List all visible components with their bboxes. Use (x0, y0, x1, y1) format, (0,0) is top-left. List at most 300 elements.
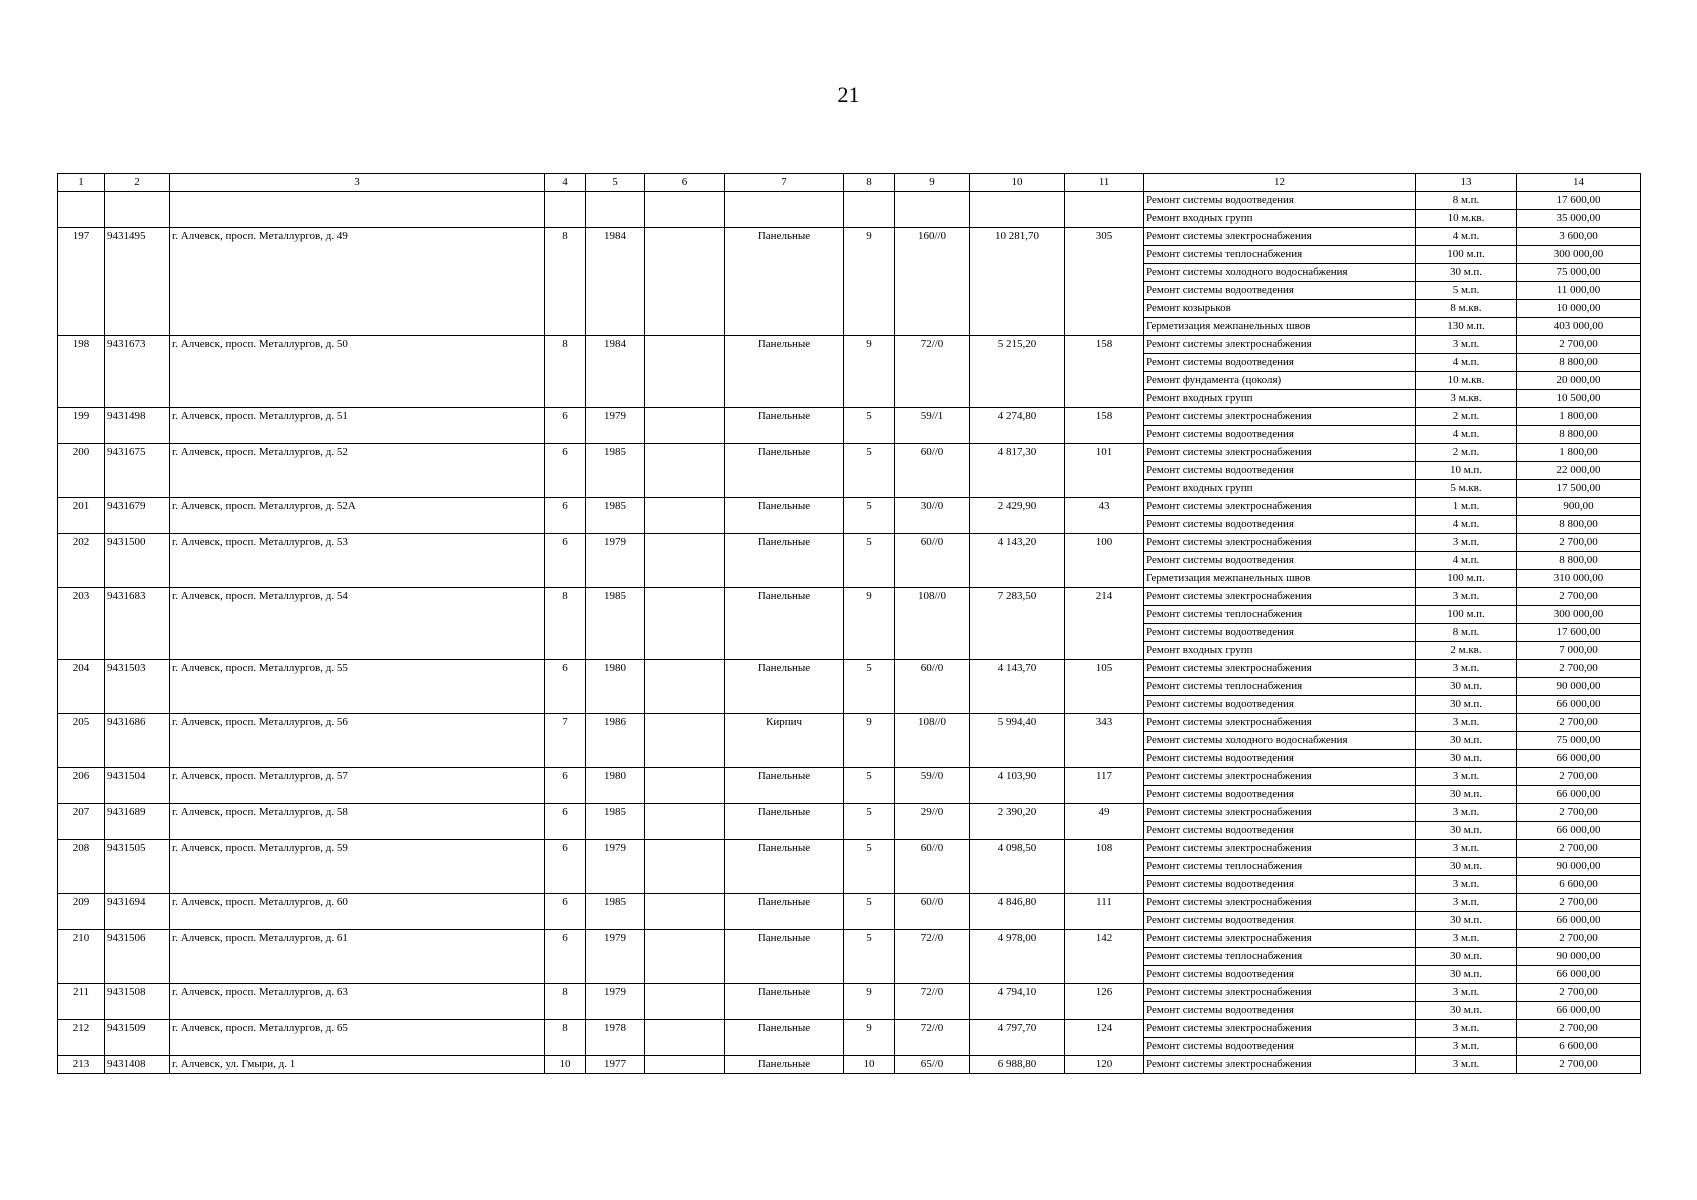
column-4-value: 8 (545, 336, 586, 408)
wall-material: Панельные (725, 804, 844, 840)
column-number-12: 12 (1144, 174, 1416, 192)
total-area: 4 846,80 (970, 894, 1065, 930)
work-volume: 2 м.кв. (1416, 642, 1517, 660)
row-number: 211 (58, 984, 105, 1020)
wall-material: Панельные (725, 1020, 844, 1056)
work-type: Ремонт системы водоотведения (1144, 750, 1416, 768)
floors-count: 5 (844, 498, 895, 534)
building-row (58, 660, 1641, 678)
work-volume: 30 м.п. (1416, 732, 1517, 750)
residents-count: 158 (1065, 408, 1144, 444)
apartments-count: 60//0 (895, 534, 970, 588)
apartments-count: 30//0 (895, 498, 970, 534)
apartments-count: 72//0 (895, 984, 970, 1020)
row-number: 202 (58, 534, 105, 588)
building-address: г. Алчевск, просп. Металлургов, д. 58 (170, 804, 545, 840)
column-4-value: 6 (545, 768, 586, 804)
build-year: 1979 (586, 408, 645, 444)
page-number: 21 (837, 82, 860, 107)
column-number-8: 8 (844, 174, 895, 192)
wall-material: Панельные (725, 930, 844, 984)
row-number: 207 (58, 804, 105, 840)
work-cost: 300 000,00 (1517, 246, 1641, 264)
total-area: 4 817,30 (970, 444, 1065, 498)
work-volume: 3 м.кв. (1416, 390, 1517, 408)
work-type: Ремонт системы водоотведения (1144, 462, 1416, 480)
work-cost: 403 000,00 (1517, 318, 1641, 336)
work-volume: 30 м.п. (1416, 912, 1517, 930)
column-4-value: 6 (545, 498, 586, 534)
work-type: Ремонт системы теплоснабжения (1144, 678, 1416, 696)
column-4-value: 6 (545, 660, 586, 714)
work-volume: 4 м.п. (1416, 354, 1517, 372)
work-cost: 310 000,00 (1517, 570, 1641, 588)
build-year: 1985 (586, 588, 645, 660)
building-row (58, 894, 1641, 912)
residents-count: 111 (1065, 894, 1144, 930)
work-volume: 3 м.п. (1416, 660, 1517, 678)
work-cost: 66 000,00 (1517, 822, 1641, 840)
residents-count: 43 (1065, 498, 1144, 534)
work-type: Ремонт системы электроснабжения (1144, 660, 1416, 678)
row-number: 205 (58, 714, 105, 768)
wall-material: Кирпич (725, 714, 844, 768)
work-type: Ремонт системы электроснабжения (1144, 930, 1416, 948)
empty-cell (645, 192, 725, 228)
wall-material: Панельные (725, 534, 844, 588)
work-type: Ремонт системы водоотведения (1144, 696, 1416, 714)
residents-count: 126 (1065, 984, 1144, 1020)
apartments-count: 108//0 (895, 588, 970, 660)
work-volume: 8 м.п. (1416, 624, 1517, 642)
build-year: 1986 (586, 714, 645, 768)
build-year: 1985 (586, 498, 645, 534)
building-code: 9431498 (105, 408, 170, 444)
column-6-value (645, 768, 725, 804)
work-cost: 2 700,00 (1517, 714, 1641, 732)
residents-count: 108 (1065, 840, 1144, 894)
work-cost: 8 800,00 (1517, 426, 1641, 444)
work-volume: 30 м.п. (1416, 678, 1517, 696)
work-type: Ремонт системы электроснабжения (1144, 768, 1416, 786)
column-4-value: 8 (545, 1020, 586, 1056)
work-cost: 6 600,00 (1517, 876, 1641, 894)
building-address: г. Алчевск, просп. Металлургов, д. 61 (170, 930, 545, 984)
residents-count: 124 (1065, 1020, 1144, 1056)
work-cost: 75 000,00 (1517, 264, 1641, 282)
total-area: 6 988,80 (970, 1056, 1065, 1074)
total-area: 5 994,40 (970, 714, 1065, 768)
row-number: 206 (58, 768, 105, 804)
column-number-header (58, 174, 1641, 192)
work-type: Герметизация межпанельных швов (1144, 318, 1416, 336)
work-volume: 100 м.п. (1416, 246, 1517, 264)
work-cost: 11 000,00 (1517, 282, 1641, 300)
work-volume: 3 м.п. (1416, 894, 1517, 912)
work-cost: 2 700,00 (1517, 660, 1641, 678)
column-4-value: 7 (545, 714, 586, 768)
column-6-value (645, 228, 725, 336)
building-code: 9431495 (105, 228, 170, 336)
column-4-value: 6 (545, 534, 586, 588)
building-code: 9431500 (105, 534, 170, 588)
work-type: Ремонт системы водоотведения (1144, 786, 1416, 804)
building-row (58, 714, 1641, 732)
wall-material: Панельные (725, 408, 844, 444)
work-type: Ремонт системы электроснабжения (1144, 1056, 1416, 1074)
wall-material: Панельные (725, 840, 844, 894)
building-code: 9431694 (105, 894, 170, 930)
work-type: Ремонт системы водоотведения (1144, 624, 1416, 642)
build-year: 1980 (586, 660, 645, 714)
building-address: г. Алчевск, просп. Металлургов, д. 52 (170, 444, 545, 498)
column-6-value (645, 714, 725, 768)
column-number-7: 7 (725, 174, 844, 192)
apartments-count: 60//0 (895, 660, 970, 714)
floors-count: 5 (844, 444, 895, 498)
work-volume: 30 м.п. (1416, 786, 1517, 804)
work-type: Ремонт системы электроснабжения (1144, 534, 1416, 552)
work-cost: 1 800,00 (1517, 408, 1641, 426)
work-cost: 2 700,00 (1517, 534, 1641, 552)
work-volume: 100 м.п. (1416, 570, 1517, 588)
building-code: 9431509 (105, 1020, 170, 1056)
work-type: Ремонт системы холодного водоснабжения (1144, 732, 1416, 750)
work-type: Ремонт системы электроснабжения (1144, 804, 1416, 822)
building-address: г. Алчевск, просп. Металлургов, д. 57 (170, 768, 545, 804)
work-volume: 10 м.кв. (1416, 372, 1517, 390)
floors-count: 9 (844, 714, 895, 768)
building-row (58, 930, 1641, 948)
column-6-value (645, 804, 725, 840)
residents-count: 214 (1065, 588, 1144, 660)
column-number-11: 11 (1065, 174, 1144, 192)
building-code: 9431689 (105, 804, 170, 840)
row-number: 210 (58, 930, 105, 984)
column-4-value: 10 (545, 1056, 586, 1074)
empty-cell (725, 192, 844, 228)
row-number: 198 (58, 336, 105, 408)
column-6-value (645, 1056, 725, 1074)
building-row (58, 804, 1641, 822)
work-cost: 2 700,00 (1517, 768, 1641, 786)
floors-count: 5 (844, 408, 895, 444)
empty-cell (105, 192, 170, 228)
empty-cell (545, 192, 586, 228)
column-4-value: 6 (545, 840, 586, 894)
work-type: Ремонт системы электроснабжения (1144, 714, 1416, 732)
empty-cell (586, 192, 645, 228)
work-volume: 5 м.кв. (1416, 480, 1517, 498)
build-year: 1979 (586, 930, 645, 984)
total-area: 4 274,80 (970, 408, 1065, 444)
column-6-value (645, 930, 725, 984)
work-volume: 3 м.п. (1416, 714, 1517, 732)
column-number-13: 13 (1416, 174, 1517, 192)
work-volume: 2 м.п. (1416, 408, 1517, 426)
building-row (58, 534, 1641, 552)
residents-count: 117 (1065, 768, 1144, 804)
work-type: Ремонт системы теплоснабжения (1144, 246, 1416, 264)
column-6-value (645, 336, 725, 408)
floors-count: 9 (844, 1020, 895, 1056)
apartments-count: 60//0 (895, 444, 970, 498)
floors-count: 5 (844, 930, 895, 984)
work-volume: 3 м.п. (1416, 804, 1517, 822)
row-number: 212 (58, 1020, 105, 1056)
work-volume: 1 м.п. (1416, 498, 1517, 516)
empty-cell (895, 192, 970, 228)
work-cost: 66 000,00 (1517, 1002, 1641, 1020)
building-code: 9431503 (105, 660, 170, 714)
work-cost: 7 000,00 (1517, 642, 1641, 660)
total-area: 7 283,50 (970, 588, 1065, 660)
total-area: 4 098,50 (970, 840, 1065, 894)
work-volume: 8 м.п. (1416, 192, 1517, 210)
work-type: Ремонт системы водоотведения (1144, 282, 1416, 300)
build-year: 1979 (586, 984, 645, 1020)
work-cost: 2 700,00 (1517, 930, 1641, 948)
row-number: 201 (58, 498, 105, 534)
empty-cell (170, 192, 545, 228)
row-number: 197 (58, 228, 105, 336)
work-volume: 4 м.п. (1416, 552, 1517, 570)
column-number-14: 14 (1517, 174, 1641, 192)
work-cost: 2 700,00 (1517, 1020, 1641, 1038)
column-6-value (645, 840, 725, 894)
column-6-value (645, 984, 725, 1020)
column-4-value: 6 (545, 444, 586, 498)
work-type: Ремонт системы электроснабжения (1144, 444, 1416, 462)
work-type: Ремонт входных групп (1144, 210, 1416, 228)
building-address: г. Алчевск, просп. Металлургов, д. 51 (170, 408, 545, 444)
floors-count: 9 (844, 336, 895, 408)
work-cost: 8 800,00 (1517, 354, 1641, 372)
work-type: Ремонт системы электроснабжения (1144, 498, 1416, 516)
build-year: 1979 (586, 534, 645, 588)
work-type: Ремонт системы электроснабжения (1144, 336, 1416, 354)
work-cost: 17 600,00 (1517, 624, 1641, 642)
floors-count: 5 (844, 768, 895, 804)
work-type: Ремонт системы водоотведения (1144, 1002, 1416, 1020)
building-address: г. Алчевск, просп. Металлургов, д. 56 (170, 714, 545, 768)
work-volume: 3 м.п. (1416, 930, 1517, 948)
work-type: Герметизация межпанельных швов (1144, 570, 1416, 588)
building-row (58, 408, 1641, 426)
column-6-value (645, 588, 725, 660)
residents-count: 101 (1065, 444, 1144, 498)
work-cost: 66 000,00 (1517, 696, 1641, 714)
work-type: Ремонт системы водоотведения (1144, 516, 1416, 534)
building-row (58, 1020, 1641, 1038)
work-cost: 2 700,00 (1517, 894, 1641, 912)
empty-cell (1065, 192, 1144, 228)
work-cost: 66 000,00 (1517, 750, 1641, 768)
work-type: Ремонт системы водоотведения (1144, 354, 1416, 372)
build-year: 1977 (586, 1056, 645, 1074)
work-cost: 6 600,00 (1517, 1038, 1641, 1056)
wall-material: Панельные (725, 228, 844, 336)
work-cost: 75 000,00 (1517, 732, 1641, 750)
apartments-count: 59//1 (895, 408, 970, 444)
wall-material: Панельные (725, 336, 844, 408)
building-row (58, 336, 1641, 354)
row-number: 203 (58, 588, 105, 660)
floors-count: 9 (844, 228, 895, 336)
column-4-value: 6 (545, 408, 586, 444)
work-volume: 3 м.п. (1416, 534, 1517, 552)
work-type: Ремонт системы водоотведения (1144, 426, 1416, 444)
column-number-4: 4 (545, 174, 586, 192)
residents-count: 343 (1065, 714, 1144, 768)
work-cost: 8 800,00 (1517, 552, 1641, 570)
work-type: Ремонт системы водоотведения (1144, 1038, 1416, 1056)
building-address: г. Алчевск, просп. Металлургов, д. 54 (170, 588, 545, 660)
work-type: Ремонт системы водоотведения (1144, 912, 1416, 930)
building-code: 9431679 (105, 498, 170, 534)
continuation-row (58, 192, 1641, 210)
work-type: Ремонт системы теплоснабжения (1144, 948, 1416, 966)
build-year: 1985 (586, 894, 645, 930)
work-volume: 30 м.п. (1416, 264, 1517, 282)
building-address: г. Алчевск, просп. Металлургов, д. 60 (170, 894, 545, 930)
work-cost: 10 000,00 (1517, 300, 1641, 318)
total-area: 5 215,20 (970, 336, 1065, 408)
registry-body (58, 192, 1641, 1074)
work-type: Ремонт системы электроснабжения (1144, 588, 1416, 606)
wall-material: Панельные (725, 660, 844, 714)
residents-count: 49 (1065, 804, 1144, 840)
building-row (58, 768, 1641, 786)
floors-count: 5 (844, 534, 895, 588)
column-6-value (645, 660, 725, 714)
work-cost: 10 500,00 (1517, 390, 1641, 408)
work-volume: 30 м.п. (1416, 822, 1517, 840)
building-row (58, 444, 1641, 462)
floors-count: 5 (844, 660, 895, 714)
work-volume: 3 м.п. (1416, 876, 1517, 894)
work-volume: 100 м.п. (1416, 606, 1517, 624)
wall-material: Панельные (725, 588, 844, 660)
work-type: Ремонт системы электроснабжения (1144, 408, 1416, 426)
work-volume: 30 м.п. (1416, 750, 1517, 768)
work-cost: 8 800,00 (1517, 516, 1641, 534)
building-address: г. Алчевск, просп. Металлургов, д. 52А (170, 498, 545, 534)
building-address: г. Алчевск, просп. Металлургов, д. 53 (170, 534, 545, 588)
column-6-value (645, 408, 725, 444)
work-volume: 3 м.п. (1416, 336, 1517, 354)
work-volume: 30 м.п. (1416, 948, 1517, 966)
floors-count: 5 (844, 840, 895, 894)
work-volume: 4 м.п. (1416, 516, 1517, 534)
apartments-count: 60//0 (895, 840, 970, 894)
total-area: 2 429,90 (970, 498, 1065, 534)
apartments-count: 59//0 (895, 768, 970, 804)
residents-count: 158 (1065, 336, 1144, 408)
total-area: 4 143,70 (970, 660, 1065, 714)
work-cost: 300 000,00 (1517, 606, 1641, 624)
column-number-3: 3 (170, 174, 545, 192)
total-area: 10 281,70 (970, 228, 1065, 336)
build-year: 1979 (586, 840, 645, 894)
wall-material: Панельные (725, 498, 844, 534)
work-volume: 4 м.п. (1416, 426, 1517, 444)
work-type: Ремонт системы электроснабжения (1144, 840, 1416, 858)
work-volume: 3 м.п. (1416, 588, 1517, 606)
total-area: 4 978,00 (970, 930, 1065, 984)
floors-count: 9 (844, 588, 895, 660)
work-volume: 3 м.п. (1416, 1020, 1517, 1038)
repair-registry-table (57, 173, 1641, 1074)
apartments-count: 60//0 (895, 894, 970, 930)
total-area: 4 103,90 (970, 768, 1065, 804)
work-type: Ремонт системы водоотведения (1144, 552, 1416, 570)
work-cost: 90 000,00 (1517, 948, 1641, 966)
building-address: г. Алчевск, просп. Металлургов, д. 49 (170, 228, 545, 336)
work-cost: 17 600,00 (1517, 192, 1641, 210)
work-cost: 90 000,00 (1517, 858, 1641, 876)
building-address: г. Алчевск, просп. Металлургов, д. 50 (170, 336, 545, 408)
column-4-value: 8 (545, 984, 586, 1020)
work-cost: 2 700,00 (1517, 840, 1641, 858)
residents-count: 105 (1065, 660, 1144, 714)
building-code: 9431506 (105, 930, 170, 984)
work-cost: 90 000,00 (1517, 678, 1641, 696)
wall-material: Панельные (725, 768, 844, 804)
apartments-count: 72//0 (895, 336, 970, 408)
work-type: Ремонт системы электроснабжения (1144, 894, 1416, 912)
residents-count: 100 (1065, 534, 1144, 588)
work-cost: 35 000,00 (1517, 210, 1641, 228)
work-type: Ремонт входных групп (1144, 390, 1416, 408)
empty-cell (844, 192, 895, 228)
building-address: г. Алчевск, ул. Гмыри, д. 1 (170, 1056, 545, 1074)
column-number-1: 1 (58, 174, 105, 192)
work-volume: 30 м.п. (1416, 1002, 1517, 1020)
work-type: Ремонт системы холодного водоснабжения (1144, 264, 1416, 282)
work-volume: 30 м.п. (1416, 966, 1517, 984)
work-type: Ремонт системы водоотведения (1144, 822, 1416, 840)
work-volume: 8 м.кв. (1416, 300, 1517, 318)
work-type: Ремонт входных групп (1144, 480, 1416, 498)
work-cost: 66 000,00 (1517, 786, 1641, 804)
column-number-9: 9 (895, 174, 970, 192)
row-number: 208 (58, 840, 105, 894)
row-number: 204 (58, 660, 105, 714)
column-number-10: 10 (970, 174, 1065, 192)
apartments-count: 108//0 (895, 714, 970, 768)
floors-count: 5 (844, 804, 895, 840)
column-6-value (645, 498, 725, 534)
work-cost: 2 700,00 (1517, 804, 1641, 822)
apartments-count: 72//0 (895, 930, 970, 984)
column-6-value (645, 894, 725, 930)
work-type: Ремонт входных групп (1144, 642, 1416, 660)
building-row (58, 1056, 1641, 1074)
work-volume: 2 м.п. (1416, 444, 1517, 462)
building-row (58, 228, 1641, 246)
building-code: 9431683 (105, 588, 170, 660)
work-volume: 130 м.п. (1416, 318, 1517, 336)
row-number: 200 (58, 444, 105, 498)
building-row (58, 498, 1641, 516)
work-cost: 66 000,00 (1517, 912, 1641, 930)
floors-count: 5 (844, 894, 895, 930)
work-cost: 900,00 (1517, 498, 1641, 516)
work-type: Ремонт фундамента (цоколя) (1144, 372, 1416, 390)
work-volume: 3 м.п. (1416, 840, 1517, 858)
build-year: 1978 (586, 1020, 645, 1056)
